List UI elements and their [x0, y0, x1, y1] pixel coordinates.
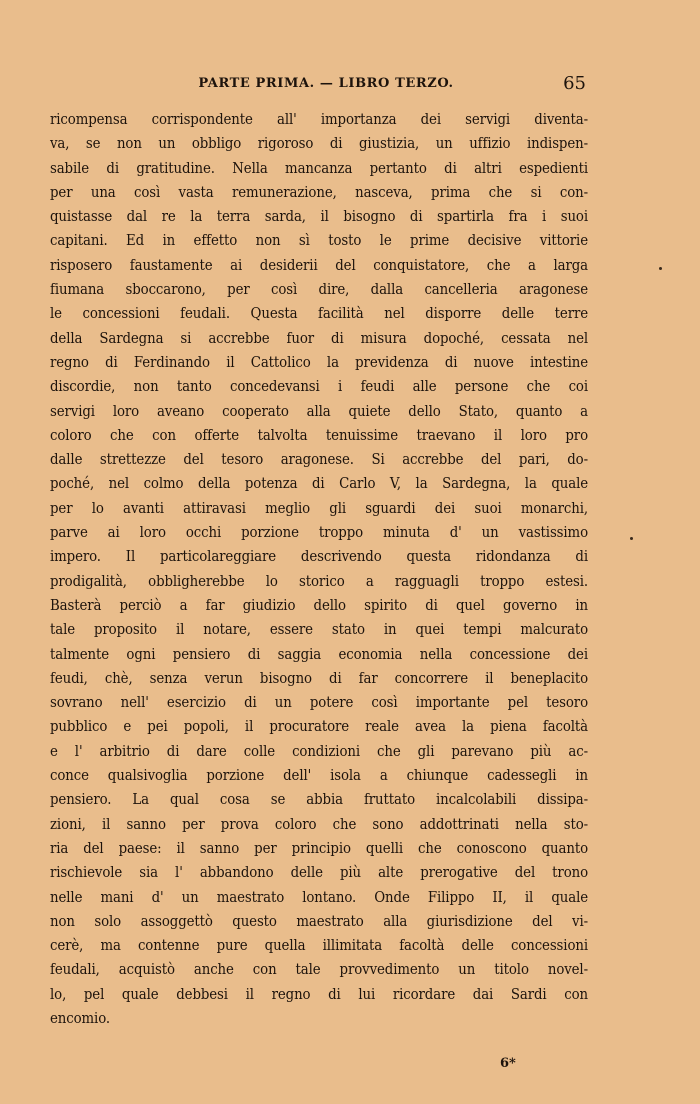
text-line: parve ai loro occhi porzione troppo minuta d' un vastissimo [50, 524, 588, 542]
paper-speck [659, 267, 662, 270]
text-line: e l' arbitrio di dare colle condizioni che gli parevano più ac- [50, 742, 588, 760]
text-line: impero. Il particolareggiare descrivendo questa ridondanza di [50, 548, 588, 566]
text-line: sabile di gratitudine. Nella mancanza pertanto di altri espedienti [50, 159, 588, 177]
text-line: encomio. [50, 1009, 110, 1027]
text-line: pensiero. La qual cosa se abbia fruttato incalcolabili dissipa- [50, 791, 588, 809]
text-line: dalle strettezze del tesoro aragonese. Si accrebbe del pari, do- [50, 451, 588, 469]
text-line: nelle mani d' un maestrato lontano. Onde Filippo II, il quale [50, 888, 588, 906]
text-line: discordie, non tanto concedevansi i feudi alle persone che coi [50, 378, 588, 396]
text-line: rischievole sia l' abbandono delle più alte prerogative del trono [50, 864, 588, 882]
text-line: conce qualsivoglia porzione dell' isola a chiunque cadessegli in [50, 767, 588, 785]
text-line: sovrano nell' esercizio di un potere così importante pel tesoro [50, 694, 588, 712]
body-text [50, 108, 588, 1031]
text-line: cerè, ma contenne pure quella illimitata facoltà delle concessioni [50, 937, 588, 955]
text-line: della Sardegna si accrebbe fuor di misura dopoché, cessata nel [50, 329, 588, 347]
text-line: feudi, chè, senza verun bisogno di far concorrere il beneplacito [50, 669, 588, 687]
text-line: pubblico e pei popoli, il procuratore reale avea la piena facoltà [50, 718, 588, 736]
text-line: capitani. Ed in effetto non sì tosto le prime decisive vittorie [50, 232, 588, 250]
text-line: zioni, il sanno per prova coloro che sono addottrinati nella sto- [50, 815, 588, 833]
paper-speck [630, 537, 633, 540]
text-line: le concessioni feudali. Questa facilità nel disporre delle terre [50, 305, 588, 323]
text-line: ria del paese: il sanno per principio quelli che conoscono quanto [50, 839, 588, 857]
text-line: va, se non un obbligo rigoroso di giustizia, un uffizio indispen- [50, 135, 588, 153]
text-line: lo, pel quale debbesi il regno di lui ricordare dai Sardi con [50, 985, 588, 1003]
text-line: ricompensa corrispondente all' importanza dei servigi diventa- [50, 111, 588, 128]
signature-mark: 6* [500, 1056, 516, 1071]
text-line: non solo assoggettò questo maestrato alla giurisdizione del vi- [50, 912, 588, 930]
text-line: Basterà perciò a far giudizio dello spirito di quel governo in [50, 596, 588, 614]
text-line: regno di Ferdinando il Cattolico la previdenza di nuove intestine [50, 353, 588, 371]
text-line: feudali, acquistò anche con tale provvedimento un titolo novel- [50, 961, 588, 979]
text-line: coloro che con offerte talvolta tenuissime traevano il loro pro [50, 426, 588, 444]
text-line: talmente ogni pensiero di saggia economia nella concessione dei [50, 645, 588, 663]
running-title: PARTE PRIMA. — LIBRO TERZO. [198, 76, 454, 91]
text-line: poché, nel colmo della potenza di Carlo V, la Sardegna, la quale [50, 475, 588, 493]
page-number: 65 [563, 73, 586, 94]
text-line: quistasse dal re la terra sarda, il bisogno di spartirla fra i suoi [50, 208, 588, 226]
text-line: servigi loro aveano cooperato alla quiete dello Stato, quanto a [50, 402, 588, 420]
text-line: risposero faustamente ai desiderii del conquistatore, che a larga [50, 256, 588, 274]
running-header [52, 73, 600, 96]
text-line: fiumana sboccarono, per così dire, dalla cancelleria aragonese [50, 281, 588, 299]
text-line: per lo avanti attiravasi meglio gli sguardi dei suoi monarchi, [50, 499, 588, 517]
text-line: prodigalità, obbligherebbe lo storico a ragguagli troppo estesi. [50, 572, 588, 590]
text-line: per una così vasta remunerazione, nasceva, prima che si con- [50, 183, 588, 201]
text-line: tale proposito il notare, essere stato in quei tempi malcurato [50, 621, 588, 639]
